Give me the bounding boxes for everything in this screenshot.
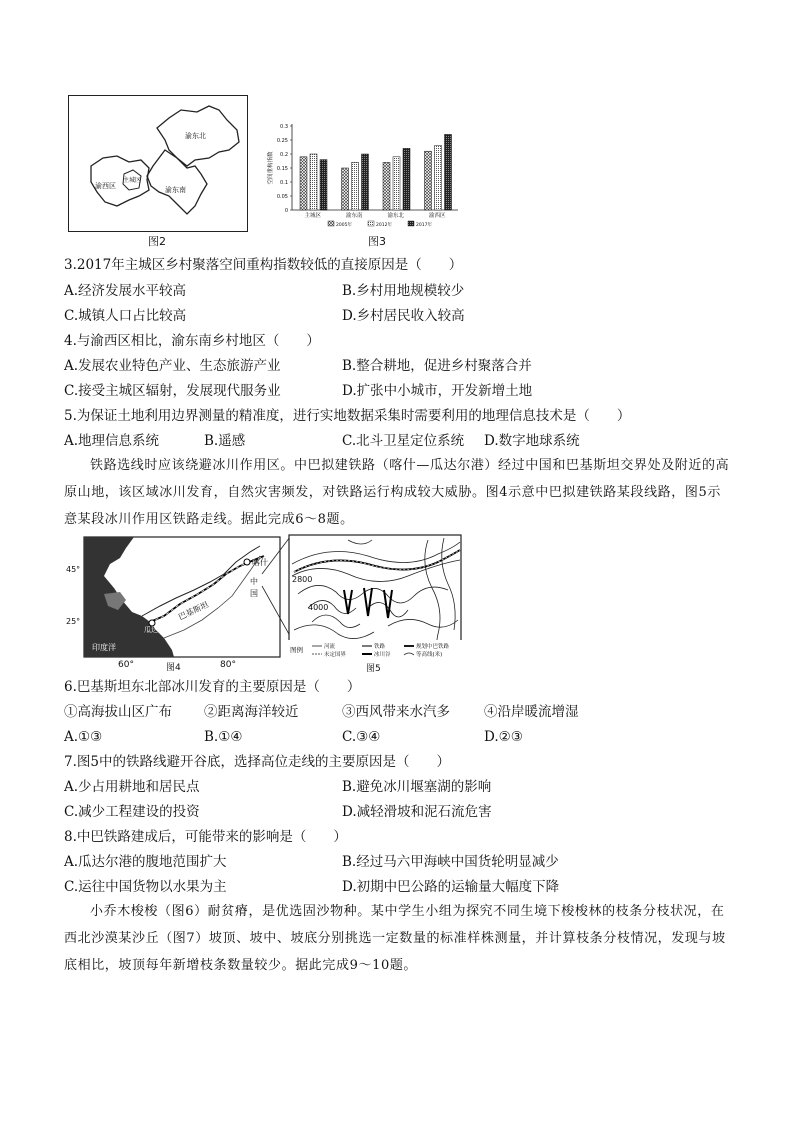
figure-4-caption: 图4 — [166, 663, 181, 673]
bar — [403, 148, 410, 210]
q6-option-d: D.②③ — [484, 729, 523, 745]
bar — [342, 168, 349, 210]
figure-5-legend — [288, 640, 462, 660]
y-tick-label: 0.2 — [280, 152, 288, 158]
region-label-yudongnan: 渝东南 — [165, 186, 186, 194]
q7-stem: 7.图5中的铁路线避开谷底，选择高位走线的主要原因是（ ） — [64, 754, 450, 770]
x-tick-label: 渝西区 — [428, 213, 446, 219]
bar-chart — [262, 118, 462, 232]
q6-stem: 6.巴基斯坦东北部冰川发育的主要原因是（ ） — [64, 679, 361, 695]
x-tick-label: 渝东北 — [387, 213, 405, 219]
lon-60: 60° — [118, 660, 134, 670]
legend-river: 河流 — [324, 644, 336, 650]
q4-option-d: D.扩张中小城市，开发新增土地 — [342, 383, 533, 399]
q5-stem: 5.为保证土地利用边界测量的精准度，进行实地数据采集时需要利用的地理信息技术是（ ） — [64, 408, 631, 424]
q4-option-b: B.整合耕地，促进乡村聚落合并 — [342, 358, 532, 374]
legend-label: 2005年 — [336, 223, 352, 228]
y-axis-label: 空间重构指数 — [268, 151, 274, 185]
q4-stem: 4.与渝西区相比，渝东南乡村地区（ ） — [64, 333, 320, 349]
q6-statement-1: ①高海拔山区广布 — [64, 704, 172, 720]
q6-statement-2: ②距离海洋较近 — [204, 704, 299, 720]
lat-45: 45° — [66, 565, 81, 574]
bar — [445, 134, 452, 210]
contour-4000: 4000 — [308, 603, 329, 612]
legend-label: 2017年 — [416, 223, 432, 228]
bar — [300, 157, 307, 210]
contour-2800: 2800 — [292, 575, 313, 584]
kashgar-marker — [244, 559, 250, 565]
label-pakistan: 巴基斯坦 — [177, 600, 210, 622]
q5-option-b: B.遥感 — [204, 433, 246, 449]
figure-4-map — [64, 534, 282, 660]
y-tick-label: 0.1 — [280, 180, 288, 186]
x-tick-label: 主城区 — [304, 213, 322, 219]
q6-option-c: C.③④ — [342, 729, 381, 745]
intro-paragraph-6-8: 铁路选线时应该绕避冰川作用区。中巴拟建铁路（喀什—瓜达尔港）经过中国和巴基斯坦交界处及附近的高原山地，该区域冰川发育，自然灾害频发，对铁路运行构成较大威胁。图4示意中巴拟建铁路某段线路，图5示意某段冰川作用区铁路走线。据此完成6～8题。 — [64, 458, 730, 527]
q7-option-c: C.减少工程建设的投资 — [64, 804, 200, 820]
legend-swatch — [408, 221, 414, 226]
lon-80: 80° — [220, 660, 236, 670]
label-china-1: 中 — [250, 577, 258, 586]
lat-25: 25° — [66, 617, 81, 626]
legend-railway: 铁路 — [374, 644, 386, 650]
figure-3-chart — [262, 118, 462, 232]
bar — [320, 160, 327, 210]
legend-contour: 等高线(米) — [416, 652, 443, 658]
bar — [393, 157, 400, 210]
region-label-yuxi: 渝西区 — [95, 182, 116, 190]
legend-planned-railway: 规划中巴铁路 — [416, 644, 450, 650]
bar — [310, 154, 317, 210]
x-tick-label: 渝东南 — [345, 213, 363, 219]
intro-paragraph-9-10: 小乔木梭梭（图6）耐贫瘠，是优选固沙物种。某中学生小组为探究不同生境下梭梭林的枝条分枝状况，在西北沙漠某沙丘（图7）坡顶、坡中、坡底分别挑选一定数量的标准样株测量，并计算枝条分枝情况，发现与坡底相比，坡顶每年新增枝条数量较少。据此完成9～10题。 — [64, 904, 726, 973]
bar — [435, 146, 442, 210]
y-tick-label: 0.15 — [276, 166, 288, 172]
q7-option-b: B.避免冰川堰塞湖的影响 — [342, 779, 492, 795]
figure-2-map — [68, 95, 248, 232]
figure-2-caption: 图2 — [148, 235, 166, 248]
legend-boundary: 未定国界 — [324, 652, 347, 658]
figure-3-caption: 图3 — [368, 235, 386, 248]
y-tick-label: 0 — [284, 208, 288, 214]
legend-label: 2012年 — [376, 223, 392, 228]
bar — [352, 162, 359, 210]
q3-option-a: A.经济发展水平较高 — [64, 283, 187, 299]
q8-stem: 8.中巴铁路建成后，可能带来的影响是（ ） — [64, 829, 347, 845]
q8-option-c: C.运往中国货物以水果为主 — [64, 879, 227, 895]
q3-option-b: B.乡村用地规模较少 — [342, 283, 465, 299]
legend-title: 图例 — [290, 646, 303, 654]
q6-statement-4: ④沿岸暖流增湿 — [484, 704, 579, 720]
legend-glacier-valley: 冰川谷 — [374, 652, 391, 658]
region-label-yudongbei: 渝东北 — [185, 132, 206, 140]
q6-option-b: B.①④ — [204, 729, 243, 745]
figure-5-caption: 图5 — [366, 664, 381, 674]
q6-statement-3: ③西风带来水汽多 — [342, 704, 450, 720]
q3-option-d: D.乡村居民收入较高 — [342, 308, 465, 324]
y-tick-label: 0.3 — [280, 124, 288, 130]
q5-option-c: C.北斗卫星定位系统 — [342, 433, 465, 449]
label-kashgar: 喀什 — [252, 558, 268, 567]
q5-option-a: A.地理信息系统 — [64, 433, 160, 449]
q3-stem: 3.2017年主城区乡村聚落空间重构指数较低的直接原因是（ ） — [64, 257, 463, 273]
q7-option-a: A.少占用耕地和居民点 — [64, 779, 200, 795]
bar — [362, 154, 369, 210]
q4-option-a: A.发展农业特色产业、生态旅游产业 — [64, 358, 281, 374]
y-tick-label: 0.25 — [276, 138, 288, 144]
label-china-2: 国 — [250, 589, 258, 598]
label-indian-ocean: 印度洋 — [92, 643, 116, 652]
q8-option-b: B.经过马六甲海峡中国货轮明显减少 — [342, 854, 559, 870]
q4-option-c: C.接受主城区辐射，发展现代服务业 — [64, 383, 281, 399]
q3-option-c: C.城镇人口占比较高 — [64, 308, 187, 324]
bar — [425, 151, 432, 210]
q5-option-d: D.数字地球系统 — [484, 433, 580, 449]
legend-swatch — [368, 221, 374, 226]
legend-swatch — [328, 221, 334, 226]
y-tick-label: 0.05 — [276, 194, 288, 200]
bar — [383, 162, 390, 210]
q8-option-a: A.瓜达尔港的腹地范围扩大 — [64, 854, 227, 870]
q6-option-a: A.①③ — [64, 729, 103, 745]
region-label-zhucheng: 主城区 — [123, 177, 142, 184]
q8-option-d: D.初期中巴公路的运输量大幅度下降 — [342, 879, 560, 895]
q7-option-d: D.减轻滑坡和泥石流危害 — [342, 804, 492, 820]
label-gwadar: 瓜达尔港 — [144, 626, 172, 634]
